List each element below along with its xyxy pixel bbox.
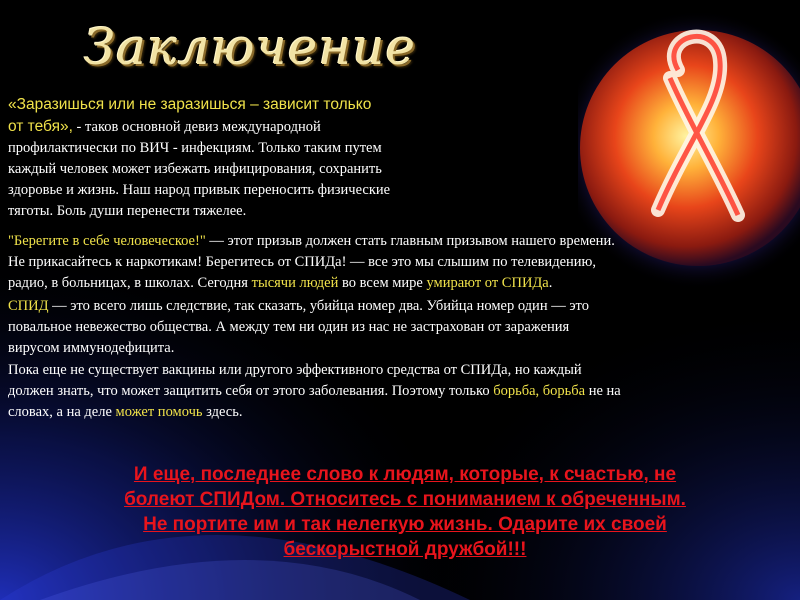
thousands-highlight: тысячи людей <box>251 275 339 291</box>
motto-highlight: «Заразишься или не заразишься – зависит только <box>8 96 372 113</box>
para-line <box>8 381 768 402</box>
die-highlight: умирают от СПИДа <box>426 275 549 291</box>
para-text: . <box>548 275 553 291</box>
para-text: во всем мире <box>338 275 427 291</box>
quote-text: - таков основной девиз международной <box>72 119 321 135</box>
quote-line: здоровье и жизнь. Наш народ привык переносить физические <box>8 182 391 198</box>
para-text: — это всего лишь следствие, так сказать, убийца номер два. Убийца номер один — это <box>48 298 589 314</box>
appeal-highlight: "Берегите в себе человеческое!" <box>8 233 206 249</box>
paragraph-3 <box>8 360 768 423</box>
quote-line <box>8 116 478 138</box>
para-text: — этот призыв должен стать главным призывом нашего времени. <box>205 233 615 249</box>
quote-line <box>8 94 478 116</box>
para-text: радио, в больницах, в школах. Сегодня <box>8 275 252 291</box>
closing-line: бескорыстной дружбой!!! <box>283 539 527 560</box>
aids-highlight: СПИД <box>8 298 49 314</box>
para-line: вирусом иммунодефицита. <box>8 340 175 356</box>
para-line <box>8 296 768 317</box>
quote-line: каждый человек может избежать инфицирования, сохранить <box>8 161 382 177</box>
paragraph-2 <box>8 296 768 359</box>
motto-highlight-end: от тебя», <box>8 118 73 135</box>
para-text: не на <box>585 383 621 399</box>
para-text: должен знать, что может защитить себя от этого заболевания. Поэтому только <box>8 383 494 399</box>
closing-line: Не портите им и так нелегкую жизнь. Одарите их своей <box>143 514 667 535</box>
closing-line: И еще, последнее слово к людям, которые, к счастью, не <box>133 464 677 485</box>
para-line: Не прикасайтесь к наркотикам! Берегитесь от СПИДа! — все это мы слышим по телевидению, <box>8 254 596 270</box>
paragraph-1 <box>8 231 768 294</box>
para-line: повальное невежество общества. А между тем ни один из нас не застрахован от заражения <box>8 319 570 335</box>
para-line <box>8 402 768 423</box>
para-line <box>8 231 768 252</box>
quote-line: профилактически по ВИЧ - инфекциям. Только таким путем <box>8 140 382 156</box>
closing-line: болеют СПИДом. Относитесь с пониманием к обреченным. <box>124 489 686 510</box>
closing-appeal <box>40 462 770 562</box>
struggle-highlight: борьба, борьба <box>493 383 586 399</box>
para-text: словах, а на деле <box>8 404 116 420</box>
para-text: здесь. <box>202 404 243 420</box>
help-highlight: может помочь <box>115 404 203 420</box>
slide-title: Заключение <box>84 18 417 76</box>
quote-line: тяготы. Боль души перенести тяжелее. <box>8 203 247 219</box>
para-line <box>8 273 768 294</box>
para-line: Пока еще не существует вакцины или другого эффективного средства от СПИДа, но каждый <box>8 362 582 378</box>
quote-paragraph <box>8 94 478 222</box>
